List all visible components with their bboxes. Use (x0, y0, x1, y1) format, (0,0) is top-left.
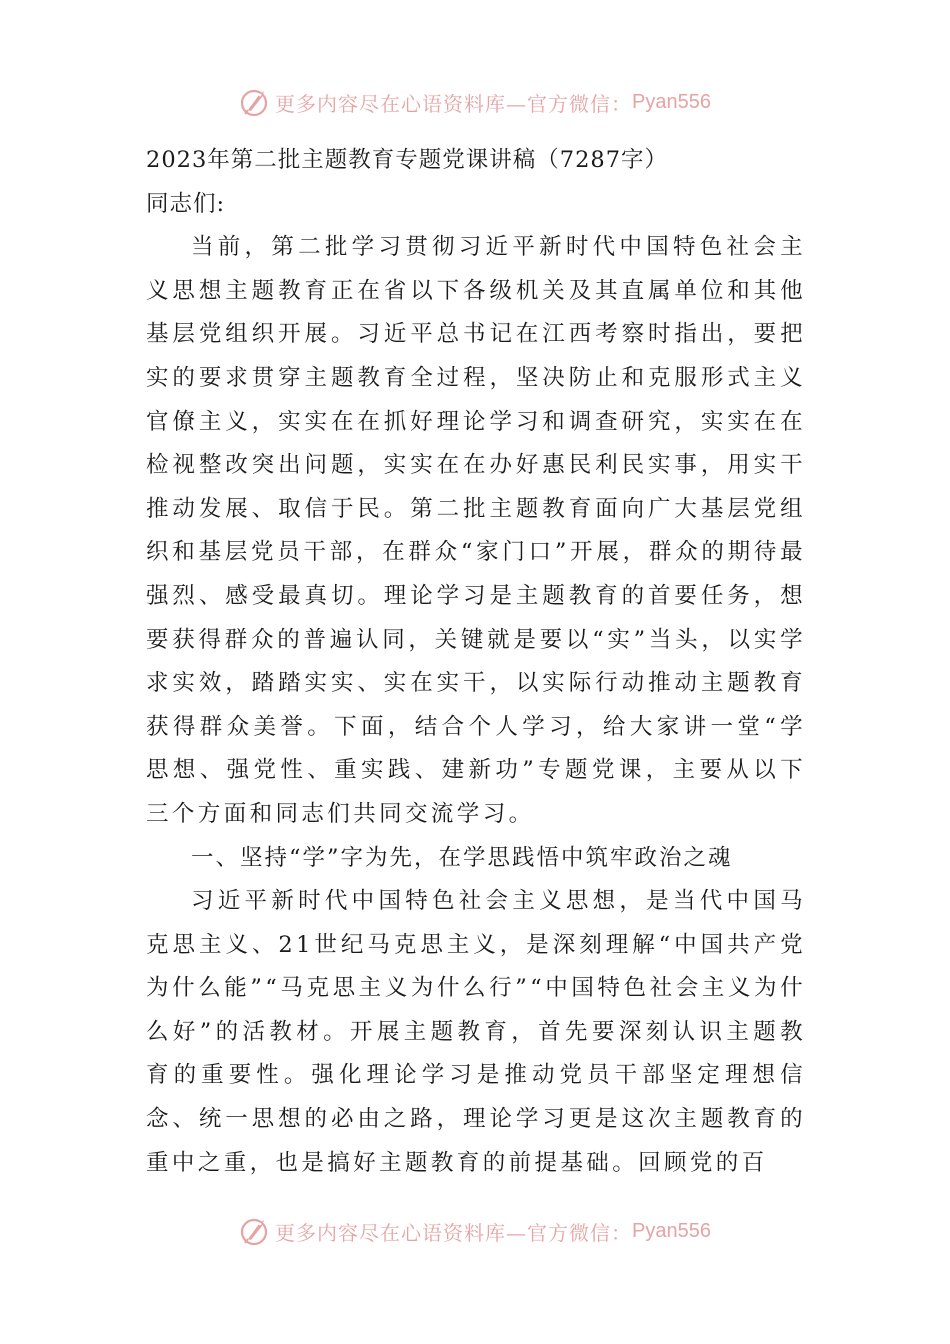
watermark-text: 更多内容尽在心语资料库—官方微信： (275, 1220, 633, 1245)
paragraph-intro: 当前，第二批学习贯彻习近平新时代中国特色社会主义思想主题教育正在省以下各级机关及其直属单位和其他基层党组织开展。习近平总书记在江西考察时指出，要把实的要求贯穿主题教育全过程，坚决防止和克服形式主义官僚主义，实实在在抓好理论学习和调查研究，实实在在检视整改突出问题，实实在在办好惠民利民实事，用实干推动发展、取信于民。第二批主题教育面向广大基层党组织和基层党员干部，在群众“家门口”开展，群众的期待最强烈、感受最真切。理论学习是主题教育的首要任务，想要获得群众的普遍认同，关键就是要以“实”当头，以实学求实效，踏踏实实、实在实干，以实际行动推动主题教育获得群众美誉。下面，结合个人学习，给大家讲一堂“学思想、强党性、重实践、建新功”专题党课，主要从以下三个方面和同志们共同交流学习。 (146, 234, 806, 827)
document-title: 2023年第二批主题教育专题党课讲稿（7287字） (146, 147, 669, 173)
section-heading-1: 一、坚持“学”字为先，在学思践悟中筑牢政治之魂 (191, 844, 733, 871)
document-body (146, 139, 806, 1185)
pen-nib-circle-icon (239, 1215, 271, 1247)
pen-nib-circle-icon (239, 86, 271, 118)
watermark-wechat-id: Pyan556 (632, 1219, 711, 1242)
salutation: 同志们: (146, 190, 226, 217)
watermark-footer (0, 1211, 950, 1251)
watermark-wechat-id: Pyan556 (632, 90, 711, 113)
watermark-header (0, 82, 950, 122)
watermark-text: 更多内容尽在心语资料库—官方微信： (275, 91, 633, 116)
paragraph-section-1: 习近平新时代中国特色社会主义思想，是当代中国马克思主义、21世纪马克思主义，是深刻理解“中国共产党为什么能”“马克思主义为什么行”“中国特色社会主义为什么好”的活教材。开展主题教育，首先要深刻认识主题教育的重要性。强化理论学习是推动党员干部坚定理想信念、统一思想的必由之路，理论学习更是这次主题教育的重中之重，也是搞好主题教育的前提基础。回顾党的百 (146, 888, 806, 1176)
